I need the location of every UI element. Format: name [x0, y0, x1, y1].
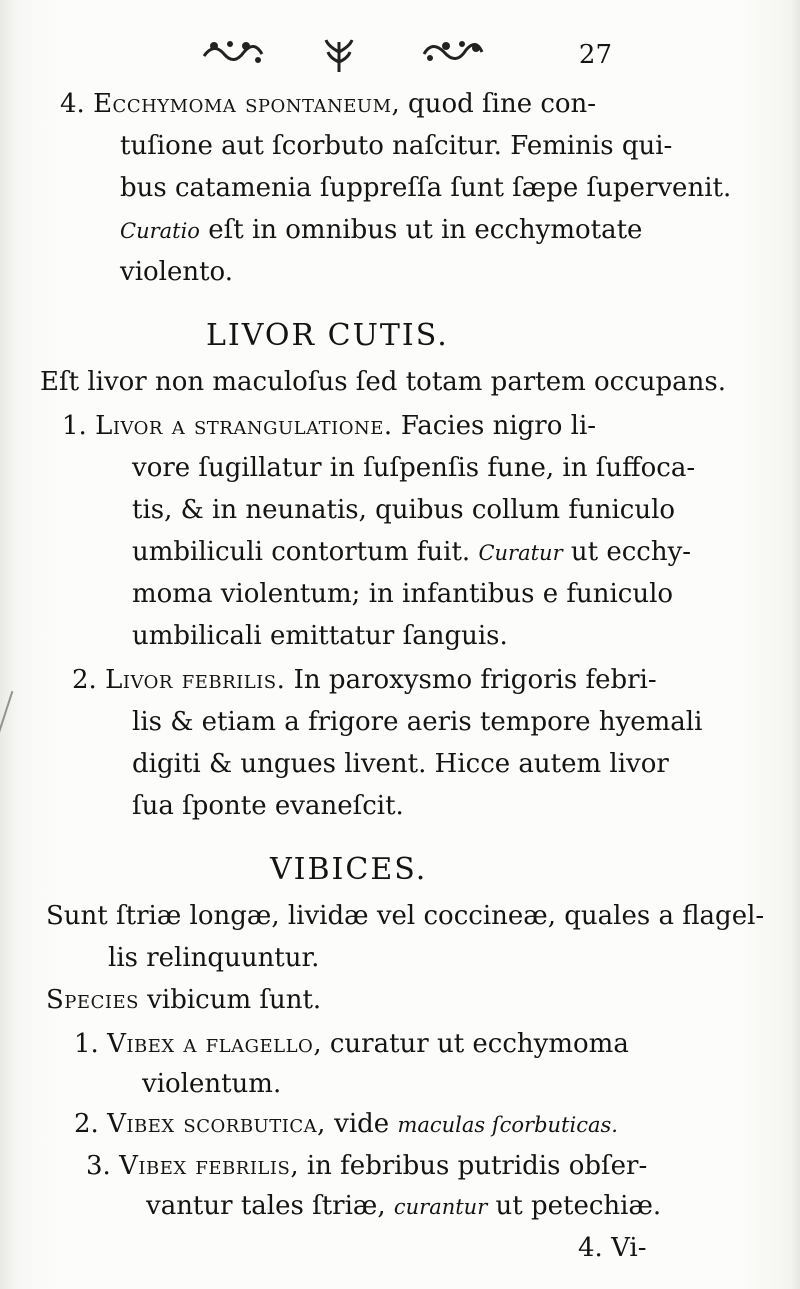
item-number: 4. [60, 89, 85, 119]
text-line: umbilicali emittatur ſanguis. [132, 621, 508, 651]
term-small-caps: Ecchymoma spontaneum [93, 89, 392, 119]
item-number: 3. [86, 1151, 111, 1181]
line-text: umbiliculi contortum fuit. [132, 537, 479, 567]
italic-term: Curatio [120, 219, 200, 243]
text-line [86, 1150, 647, 1182]
text-line [120, 214, 642, 247]
line-text: Facies nigro li- [392, 411, 597, 441]
item-number: 1. [62, 411, 87, 441]
text-line: bus catamenia ſuppreſſa ſunt ſæpe ſupervenit. [120, 173, 732, 203]
section-heading: LIVOR CUTIS. [206, 318, 449, 353]
term-small-caps: Livor febrilis. [105, 665, 286, 695]
section-intro: Eſt livor non maculoſus ſed totam partem occupans. [40, 367, 727, 397]
sprig-ornament-icon [322, 36, 356, 74]
text-line: digiti & ungues livent. Hicce autem livor [132, 749, 669, 779]
section-intro: Sunt ſtriæ longæ, lividæ vel coccineæ, quales a flagel- [46, 901, 765, 931]
term-small-caps: Species [46, 985, 139, 1015]
page-number: 27 [578, 40, 612, 70]
term-small-caps: Vibex a flagello [107, 1029, 314, 1059]
text-line: moma violentum; in infantibus e funiculo [132, 579, 674, 609]
italic-term: Curatur [478, 541, 563, 565]
text-line [62, 410, 596, 442]
text-line: violentum. [142, 1069, 282, 1099]
catchword: 4. Vi- [578, 1233, 647, 1263]
line-text: , quod ſine con- [391, 89, 597, 119]
line-text: ut ecchy- [562, 537, 692, 567]
term-small-caps: Vibex febrilis [119, 1151, 291, 1181]
text-line [74, 1108, 618, 1141]
italic-term: maculas ſcorbuticas. [397, 1113, 618, 1137]
text-line [146, 1190, 661, 1223]
line-text: , in febribus putridis obſer- [290, 1151, 648, 1181]
text-line: tuſione aut ſcorbuto naſcitur. Feminis qui- [120, 131, 673, 161]
floral-ornament-icon [420, 36, 486, 70]
text-line [60, 88, 596, 120]
line-text: eſt in omnibus ut in ecchymotate [199, 215, 643, 245]
text-line: lis & etiam a frigore aeris tempore hyemali [132, 707, 703, 737]
text-line: vore ſugillatur in ſuſpenſis fune, in ſuffoca- [132, 453, 696, 483]
line-text: vibicum ſunt. [138, 985, 322, 1015]
term-small-caps: Livor a strangulatione. [95, 411, 393, 441]
line-text: In paroxysmo frigoris febri- [285, 665, 657, 695]
term-small-caps: Vibex scorbutica, [107, 1109, 326, 1139]
text-line: ſua ſponte evaneſcit. [132, 791, 404, 821]
line-text: , curatur ut ecchymoma [313, 1029, 629, 1059]
line-text: vide [325, 1109, 398, 1139]
item-number: 1. [74, 1029, 99, 1059]
text-line [132, 536, 691, 569]
text-line: tis, & in neunatis, quibus collum funiculo [132, 495, 676, 525]
line-text: ut petechiæ. [487, 1191, 662, 1221]
text-line: violento. [120, 257, 234, 287]
item-number: 2. [74, 1109, 99, 1139]
item-number: 2. [72, 665, 97, 695]
text-line [46, 984, 321, 1016]
text-line [72, 664, 657, 696]
italic-term: curantur [393, 1195, 488, 1219]
section-heading: VIBICES. [270, 852, 428, 887]
line-text: vantur tales ſtriæ, [146, 1191, 394, 1221]
ink-mark [0, 691, 13, 737]
text-line [74, 1028, 629, 1060]
floral-ornament-icon [200, 36, 266, 70]
text-line: lis relinquuntur. [108, 943, 320, 973]
